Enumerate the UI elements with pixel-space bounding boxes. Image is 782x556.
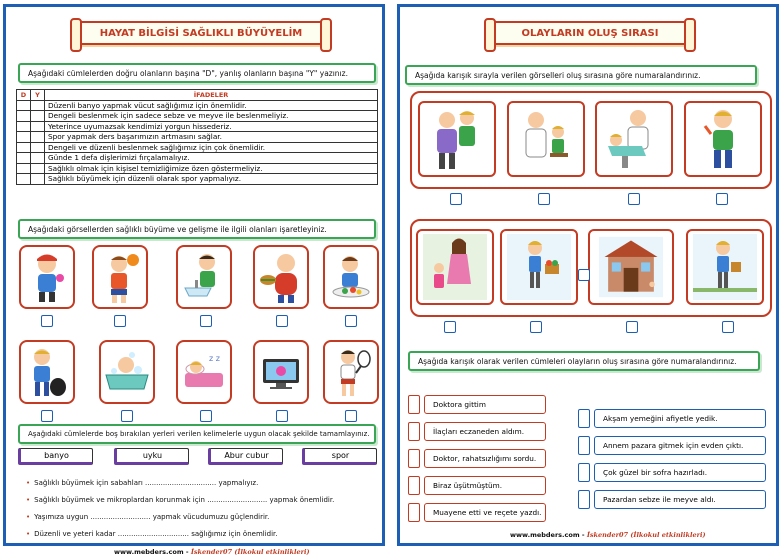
word-card-abur-cubur[interactable]: Abur cubur [208,448,283,465]
event-sentence-7: Annem pazara gitmek için evden çıktı. [594,436,766,455]
child-unwell-icon [425,106,489,172]
child-bathing-icon [104,345,150,399]
event-number-box-6[interactable] [578,409,590,428]
event-sentence-1: Doktora gittim [424,395,546,414]
checkbox-image-8[interactable] [200,410,212,422]
y-cell[interactable] [31,111,45,122]
checkbox-image-9[interactable] [276,410,288,422]
number-box-picture-3[interactable] [628,193,640,205]
event-number-box-3[interactable] [408,449,420,468]
event-sentence-4: Biraz üşütmüştüm. [424,476,546,495]
word-card-uyku[interactable]: uyku [114,448,189,465]
number-box-picture-2[interactable] [538,193,550,205]
child-fast-food-icon [258,250,304,304]
d-cell[interactable] [17,111,31,122]
event-number-box-2[interactable] [408,422,420,441]
checkbox-image-2[interactable] [114,315,126,327]
picture-doctor-visit [507,101,585,177]
statement-text: Düzenli banyo yapmak vücut sağlığımız için önemlidir. [45,100,378,111]
checkbox-image-10[interactable] [345,410,357,422]
right-instruction-1: Aşağıda karışık sırayla verilen görselleri oluş sırasına göre numaralandırınız. [405,65,757,85]
doctor-visit-icon [514,106,578,172]
picture-child-returning [686,229,764,305]
table-row [17,163,378,174]
number-box-picture-5[interactable] [444,321,456,333]
event-sentence-5: Muayene etti ve reçete yazdı. [424,503,546,522]
table-row [17,153,378,164]
event-number-box-7[interactable] [578,436,590,455]
image-child-eating-candy [19,245,75,309]
number-box-picture-7[interactable] [578,269,590,281]
right-title: OLAYLARIN OLUŞ SIRASI [490,21,690,45]
d-cell[interactable] [17,132,31,143]
fill-sentence-3: • Yaşımıza uygun ........................... yapmak vücudumuzu güçlendirir. [26,513,270,521]
d-cell[interactable] [17,163,31,174]
checkbox-image-6[interactable] [41,410,53,422]
event-number-box-8[interactable] [578,463,590,482]
child-eating-candy-icon [24,250,70,304]
event-number-box-9[interactable] [578,490,590,509]
number-box-picture-9[interactable] [722,321,734,333]
d-cell[interactable] [17,142,31,153]
y-cell[interactable] [31,121,45,132]
event-sentence-8: Çok güzel bir sofra hazırladı. [594,463,766,482]
checkbox-image-7[interactable] [121,410,133,422]
statement-text: Dengeli beslenmek için sadece sebze ve meyve ile beslenmeliyiz. [45,111,378,122]
statement-text: Günde 1 defa dişlerimizi fırçalamalıyız. [45,153,378,164]
image-child-sleeping [176,340,232,404]
image-child-littering [19,340,75,404]
table-row [17,121,378,132]
television-icon [258,345,304,399]
child-healthy-icon [691,106,755,172]
left-instruction-2: Aşağıdaki görsellerden sağlıklı büyüme ve gelişme ile ilgili olanları işaretleyiniz. [18,219,376,239]
table-row [17,132,378,143]
word-card-spor[interactable]: spor [302,448,377,465]
child-basketball-icon [97,250,143,304]
picture-mother-leaving [416,229,494,305]
image-child-fast-food [253,245,309,309]
number-box-picture-1[interactable] [450,193,462,205]
y-cell[interactable] [31,153,45,164]
child-tennis-icon [328,345,374,399]
event-number-box-1[interactable] [408,395,420,414]
child-washing-hands-icon [181,250,227,304]
right-instruction-2: Aşağıda karışık olarak verilen cümleleri olayların oluş sırasına göre numaralandırınız. [408,351,760,371]
table-row [17,100,378,111]
d-cell[interactable] [17,153,31,164]
house-icon [599,234,663,300]
left-worksheet [3,4,385,556]
checkbox-image-4[interactable] [276,315,288,327]
checkbox-image-3[interactable] [200,315,212,327]
event-sentence-9: Pazardan sebze ile meyve aldı. [594,490,766,509]
word-card-banyo[interactable]: banyo [18,448,93,465]
image-television [253,340,309,404]
child-eating-vegetables-icon [328,250,374,304]
table-row [17,142,378,153]
d-cell[interactable] [17,174,31,185]
right-worksheet [397,4,779,546]
statement-text: Sağlıklı büyümek için düzenli olarak spor yapmalıyız. [45,174,378,185]
left-footer: www.mebders.com - İskender07 (İlkokul etkinlikleri) [114,548,310,556]
event-number-box-5[interactable] [408,503,420,522]
statement-table [16,89,378,185]
y-cell[interactable] [31,174,45,185]
y-cell[interactable] [31,142,45,153]
table-row [17,174,378,185]
header-statements: İFADELER [45,90,378,101]
examination-icon [602,106,666,172]
statement-text: Yeterince uyumazsak kendimizi yorgun hissederiz. [45,121,378,132]
picture-house [588,229,674,305]
svg-text:z z: z z [209,354,220,363]
statement-text: Spor yapmak ders başarımızın artmasını sağlar. [45,132,378,143]
checkbox-image-5[interactable] [345,315,357,327]
image-child-tennis [323,340,379,404]
fill-sentence-4: • Düzenli ve yeteri kadar ................................ sağlığımız için önemlidir. [26,530,278,538]
table-row [17,111,378,122]
number-box-picture-6[interactable] [530,321,542,333]
checkbox-image-1[interactable] [41,315,53,327]
statement-text: Sağlıklı olmak için kişisel temizliğimize özen göstermeliyiz. [45,163,378,174]
market-shopping-icon [507,234,571,300]
left-title: HAYAT BİLGİSİ SAĞLIKLI BÜYÜYELİM [76,21,326,45]
y-cell[interactable] [31,132,45,143]
right-footer: www.mebders.com - İskender07 (İlkokul etkinlikleri) [510,531,706,539]
image-child-basketball [92,245,148,309]
d-cell[interactable] [17,121,31,132]
y-cell[interactable] [31,163,45,174]
header-y: Y [31,90,45,101]
mother-leaving-icon [423,234,487,300]
picture-market-shopping [500,229,578,305]
fill-sentence-2: • Sağlıklı büyümek ve mikroplardan korunmak için ........................... yapmak önemlidir. [26,496,335,504]
left-instruction-1: Aşağıdaki cümlelerden doğru olanların başına "D", yanlış olanların başına "Y" yazınız. [18,63,376,83]
number-box-picture-4[interactable] [716,193,728,205]
event-number-box-4[interactable] [408,476,420,495]
child-littering-icon [24,345,70,399]
left-instruction-3: Aşağıdaki cümlelerde boş bırakılan yerleri verilen kelimelerle uygun olacak şekilde tamamlayınız. [18,424,376,444]
y-cell[interactable] [31,100,45,111]
child-returning-icon [693,234,757,300]
fill-sentence-1: • Sağlıklı büyümek için sabahları ................................ yapmalıyız. [26,479,259,487]
picture-child-healthy [684,101,762,177]
image-child-eating-vegetables [323,245,379,309]
d-cell[interactable] [17,100,31,111]
picture-examination [595,101,673,177]
header-d: D [17,90,31,101]
statement-text: Dengeli ve düzenli beslenmek sağlığımız için çok önemlidir. [45,142,378,153]
picture-child-unwell [418,101,496,177]
child-sleeping-icon [181,345,227,399]
number-box-picture-8[interactable] [626,321,638,333]
image-child-bathing [99,340,155,404]
event-sentence-2: İlaçları eczaneden aldım. [424,422,546,441]
image-child-washing-hands [176,245,232,309]
event-sentence-3: Doktor, rahatsızlığımı sordu. [424,449,546,468]
event-sentence-6: Akşam yemeğini afiyetle yedik. [594,409,766,428]
